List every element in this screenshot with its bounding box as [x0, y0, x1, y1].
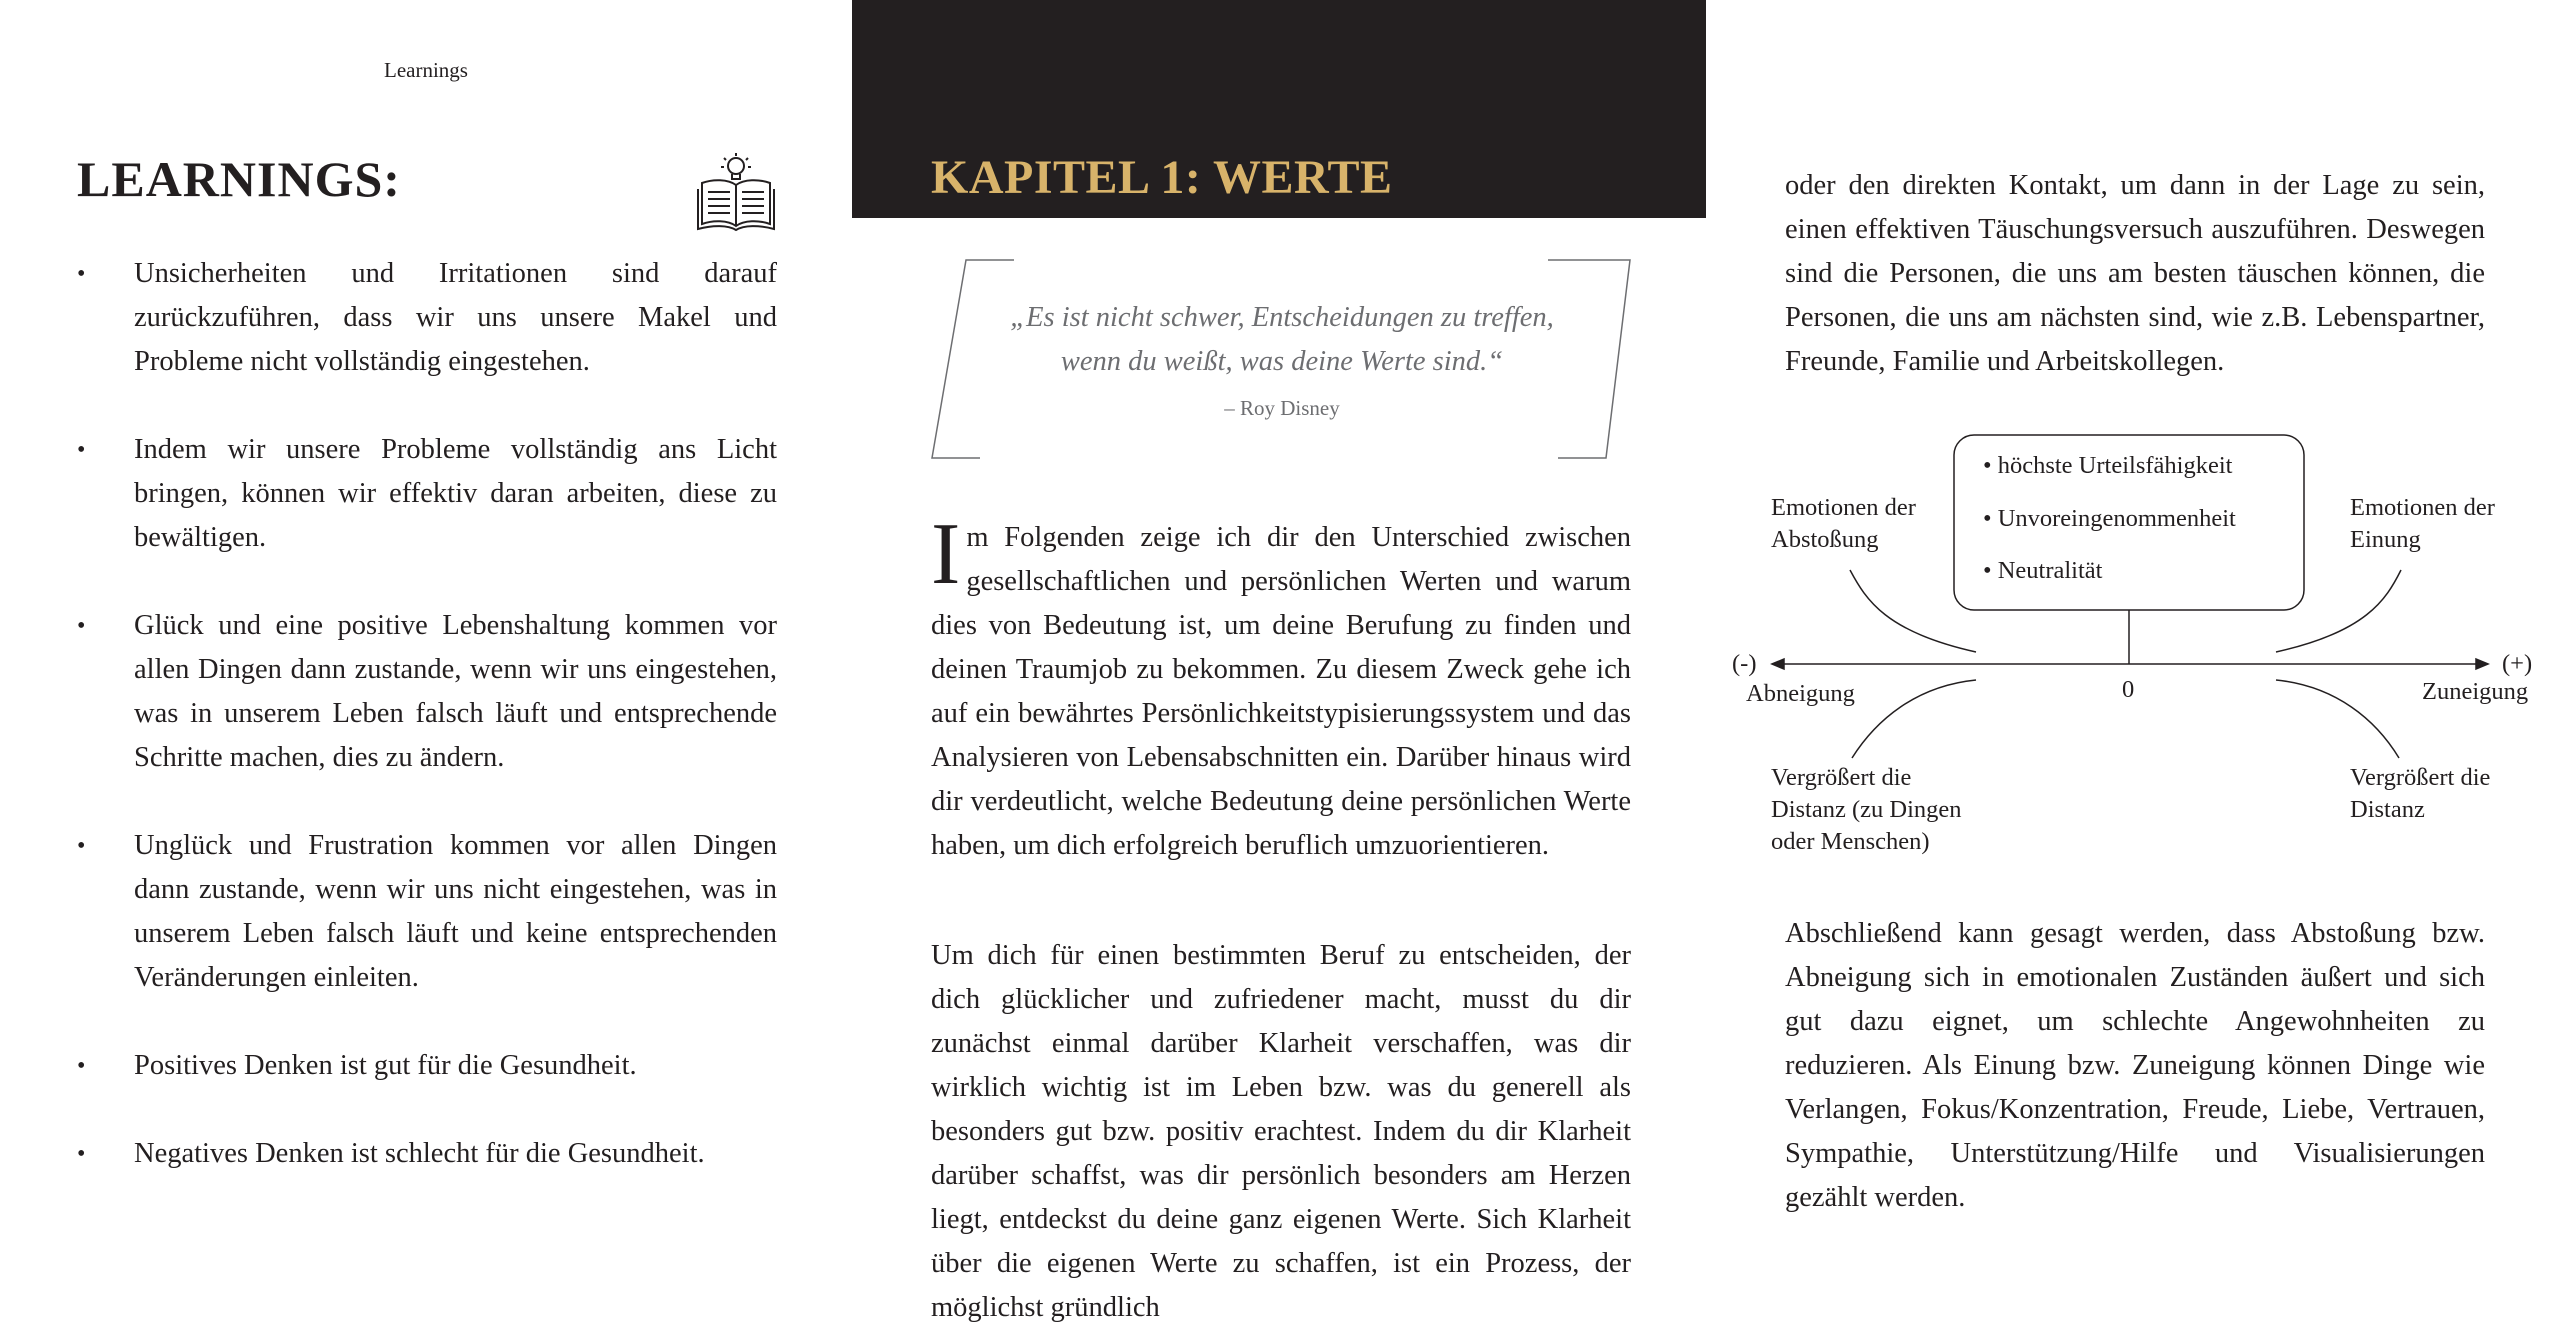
list-item: • Glück und eine positive Lebenshaltung kommen vor allen Dingen dann zustande, wenn wir uns eingestehen, was in unserem Leben falsch läuft und entsprechende Schritte machen, dies zu ändern.	[77, 610, 777, 773]
book-lightbulb-icon	[695, 152, 777, 232]
list-item: • Unsicherheiten und Irritationen sind darauf zurückzuführen, dass wir uns unsere Makel und Probleme nicht vollständig eingestehen.	[77, 258, 777, 377]
label-plus: (+)	[2502, 650, 2533, 677]
middle-page	[852, 0, 1706, 1323]
running-header: Learnings	[384, 58, 468, 82]
curve-right-top	[2276, 570, 2401, 652]
list-item: • Negatives Denken ist schlecht für die Gesundheit.	[77, 1138, 705, 1169]
body-paragraph: oder den direkten Kontakt, um dann in der Lage zu sein, einen effektiven Täuschungsversuch auszuführen. Deswegen sind die Personen, die uns am besten täuschen können, die Personen, die uns am nächsten sind, wie z.B. Lebenspartner, Freunde, Familie und Arbeitskollegen.	[1785, 170, 2485, 377]
curve-left-top	[1850, 570, 1976, 652]
intro-paragraph: Im Folgenden zeige ich dir den Unterschied zwischen gesellschaftlichen und persönlichen Werten und warum dies von Bedeutung ist, um deine Berufung zu finden und deinen Traumjob zu bekommen. Zu diesem Zweck gehe ich auf ein bewährtes Persönlichkeitstypisierungssystem und das Analysieren von Lebensabschnitten ein. Darüber hinaus wird dir verdeutlicht, welche Bedeutung deine persönlichen Werte haben, um dich erfolgreich beruflich umzuorientieren.	[931, 506, 1631, 861]
emotion-axis-diagram	[1706, 420, 2560, 880]
left-page	[0, 0, 852, 1246]
quote	[932, 296, 1632, 384]
box-item: • Unvoreingenommenheit	[1983, 505, 2236, 532]
label-zuneigung: Zuneigung	[2422, 678, 2529, 705]
list-item: • Positives Denken ist gut für die Gesundheit.	[77, 1050, 637, 1081]
learnings-list	[77, 252, 777, 1220]
label-abstossung: Emotionen der Abstoßung	[1771, 494, 1916, 553]
quote-line: wenn du weißt, was deine Werte sind.“	[1060, 346, 1504, 377]
body-paragraph: Um dich für einen bestimmten Beruf zu entscheiden, der dich glücklicher und zufriedener macht, musst du dir zunächst einmal darüber Klarheit verschaffen, was dir wirklich wichtig ist im Leben bzw. was du generell als besonders gut bzw. positiv erachtest. Indem du dir Klarheit darüber schaffst, was dir persönlich besonders am Herzen liegt, entdeckst du deine ganz eigenen Werte. Sich Klarheit über die eigenen Werte zu schaffen, ist ein Prozess, der möglichst gründlich	[931, 940, 1631, 1323]
list-item: • Indem wir unsere Probleme vollständig ans Licht bringen, können wir effektiv daran arbeiten, diese zu bewältigen.	[77, 434, 777, 553]
curve-left-bottom	[1852, 680, 1976, 758]
quote-author: – Roy Disney	[1224, 396, 1340, 420]
label-distance-left: Vergrößert die Distanz (zu Dingen oder Menschen)	[1771, 764, 1962, 855]
box-item: • Neutralität	[1983, 557, 2103, 584]
list-item: • Unglück und Frustration kommen vor allen Dingen dann zustande, wenn wir uns nicht eingestehen, was in unserem Leben falsch läuft und keine entsprechenden Veränderungen einleiten.	[77, 830, 777, 993]
drop-cap: I	[931, 506, 961, 603]
label-abneigung: Abneigung	[1746, 680, 1855, 707]
label-zero: 0	[2122, 676, 2135, 703]
label-minus: (-)	[1732, 650, 1757, 677]
label-distance-right: Vergrößert die Distanz	[2350, 764, 2491, 823]
box-item: • höchste Urteilsfähigkeit	[1983, 452, 2233, 479]
right-page	[1706, 0, 2560, 1246]
page-heading: LEARNINGS:	[77, 151, 401, 207]
quote-line: „Es ist nicht schwer, Entscheidungen zu treffen,	[1010, 302, 1554, 333]
label-einung: Emotionen der Einung	[2350, 494, 2495, 553]
axis-arrow-left	[1772, 659, 1784, 669]
chapter-title: KAPITEL 1: WERTE	[931, 151, 1393, 204]
curve-right-bottom	[2276, 680, 2399, 758]
body-paragraph: Abschließend kann gesagt werden, dass Abstoßung bzw. Abneigung sich in emotionalen Zuständen äußert und sich gut dazu eignet, um schlechte Angewohnheiten zu reduzieren. Als Einung bzw. Zuneigung können Dinge wie Verlangen, Fokus/Konzentration, Freude, Liebe, Vertrauen, Sympathie, Unterstützung/Hilfe und Visualisierungen gezählt werden.	[1785, 918, 2485, 1213]
axis-arrow-right	[2476, 659, 2488, 669]
